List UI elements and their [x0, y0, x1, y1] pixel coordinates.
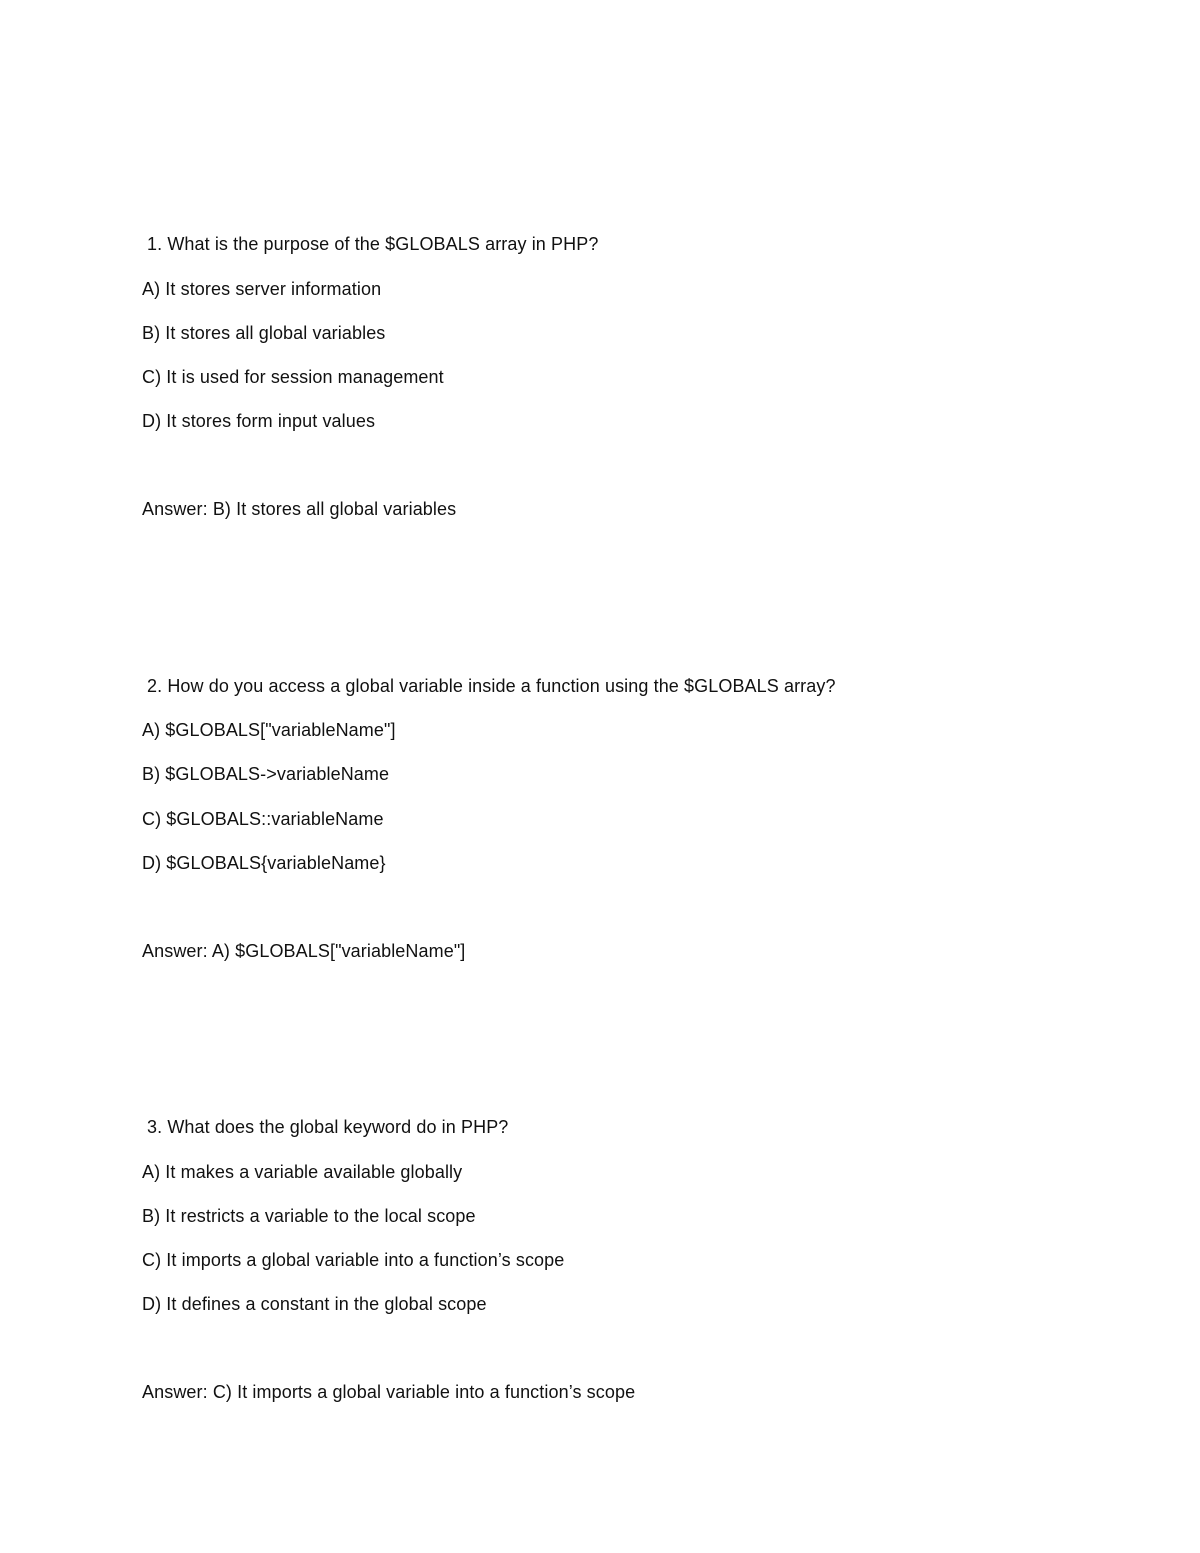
question-1-option-b: B) It stores all global variables: [142, 323, 386, 343]
question-2-option-c: C) $GLOBALS::variableName: [142, 809, 384, 829]
question-3-option-b: B) It restricts a variable to the local scope: [142, 1206, 476, 1226]
question-3-option-d: D) It defines a constant in the global scope: [142, 1294, 487, 1314]
question-1-title: 1. What is the purpose of the $GLOBALS array in PHP?: [147, 234, 599, 254]
question-3-option-c: C) It imports a global variable into a function’s scope: [142, 1250, 565, 1270]
question-3-title: 3. What does the global keyword do in PHP?: [147, 1117, 509, 1137]
question-2-option-b: B) $GLOBALS->variableName: [142, 764, 390, 784]
question-1-option-a: A) It stores server information: [142, 279, 382, 299]
question-3-option-a: A) It makes a variable available globally: [142, 1162, 463, 1182]
question-2-answer: Answer: A) $GLOBALS["variableName"]: [142, 941, 466, 961]
question-2-option-a: A) $GLOBALS["variableName"]: [142, 720, 396, 740]
question-3-answer: Answer: C) It imports a global variable into a function’s scope: [142, 1382, 636, 1402]
question-1-option-d: D) It stores form input values: [142, 411, 376, 431]
question-2-title: 2. How do you access a global variable inside a function using the $GLOBALS array?: [147, 676, 836, 696]
question-1-answer: Answer: B) It stores all global variables: [142, 499, 457, 519]
question-1-option-c: C) It is used for session management: [142, 367, 444, 387]
question-2-option-d: D) $GLOBALS{variableName}: [142, 853, 386, 873]
